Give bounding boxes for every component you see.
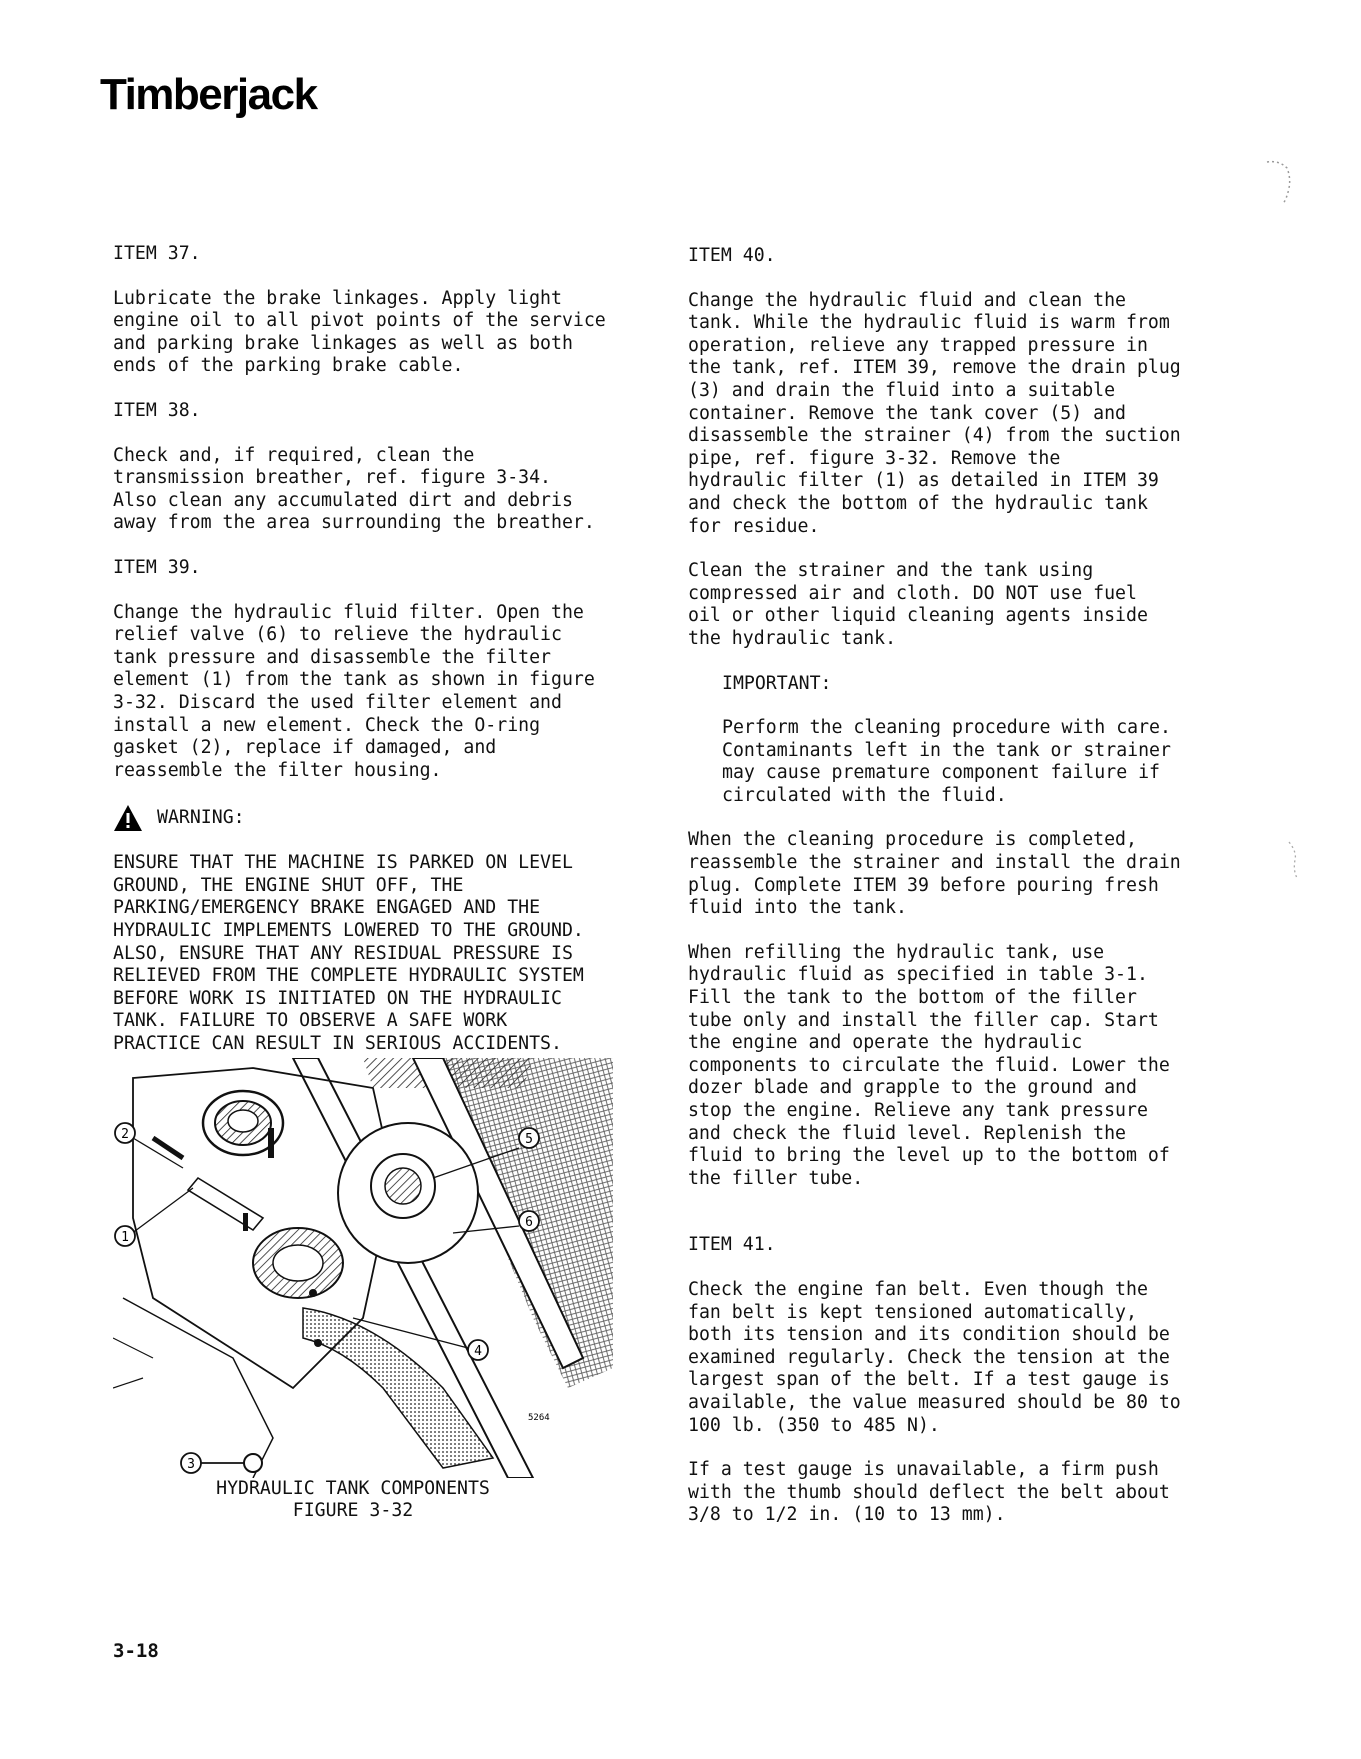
item-38-heading: ITEM 38. [113,399,201,421]
item-41-heading: ITEM 41. [688,1234,776,1256]
important-text: Perform the cleaning procedure with care. Contaminants left in the tank or strainer may cause premature component failure if circulated with the fluid. [722,717,1171,806]
hydraulic-tank-figure [113,1058,613,1478]
important-label: IMPORTANT: [722,672,832,694]
item-40-text: Change the hydraulic fluid and clean the tank. While the hydraulic fluid is warm from operation, relieve any trapped pressure in the tank, ref. ITEM 39, remove the drain plug (3) and drain the fluid into a suitable container. Remove the tank cover (5) and disassemble the strainer (4) from the suction pipe, ref. figure 3-32. Remove the hydraulic filter (1) as detailed in ITEM 39 and check the bottom of the hydraulic tank for residue. [688,289,1181,537]
svg-text:1: 1 [121,1229,129,1245]
item-39-heading: ITEM 39. [113,556,201,578]
item-41-gauge-text: If a test gauge is unavailable, a firm push with the thumb should deflect the belt about 3/8 to 1/2 in. (10 to 13 mm). [688,1459,1170,1526]
item-40-refill-text: When refilling the hydraulic tank, use hydraulic fluid as specified in table 3-1. Fill the tank to the bottom of the filler tube only and install the filler cap. Start the engine and operate the hydraulic components to circulate the fluid. Lower the dozer blade and grapple to the ground and stop the engine. Relieve any tank pressure and check the fluid level. Replenish the fluid to bring the level up to the bottom of the filler tube. [688,941,1170,1189]
item-40-heading: ITEM 40. [688,245,776,266]
item-38-text: Check and, if required, clean the transmission breather, ref. figure 3-34. Also clean any accumulated dirt and debris away from the area surrounding the breather. [113,444,595,534]
callout-6 [519,1211,539,1231]
page-number: 3-18 [113,1640,159,1662]
svg-text:5: 5 [525,1131,533,1147]
figure-code: 5264 [528,1412,550,1423]
item-40-reassemble-text: When the cleaning procedure is completed, reassemble the strainer and install the drain plug. Complete ITEM 39 before pouring fresh fluid into the tank. [688,829,1181,919]
item-40-clean-text: Clean the strainer and the tank using compressed air and cloth. DO NOT use fuel oil or other liquid cleaning agents inside the hydraulic tank. [688,560,1148,649]
callout-4 [468,1340,488,1360]
item-39-text: Change the hydraulic fluid filter. Open the relief valve (6) to relieve the hydraulic tank pressure and disassemble the filter element (1) from the tank as shown in figure 3-32. Discard the used filter element and install a new element. Check the O-ring gasket (2), replace if damaged, and reassemble the filter housing. [113,601,595,781]
item-37-text: Lubricate the brake linkages. Apply light engine oil to all pivot points of the service and parking brake linkages as well as both ends of the parking brake cable. [113,287,606,377]
brand-logo: Timberjack [100,70,317,119]
figure-caption-number: FIGURE 3-32 [292,1500,414,1522]
hydraulic-tank-drawing [113,1058,613,1478]
item-41-text: Check the engine fan belt. Even though the fan belt is kept tensioned automatically, both its tension and its condition should be examined regularly. Check the tension at the largest span of the belt. If a test gauge is available, the value measured should be 80 to 100 lb. (350 to 485 N). [688,1278,1181,1436]
warning-heading [113,804,633,832]
figure-caption [113,1478,593,1523]
callout-1 [115,1226,135,1246]
warning-label: WARNING: [157,806,245,828]
svg-text:3: 3 [187,1456,195,1472]
svg-text:6: 6 [525,1214,533,1230]
left-column [113,243,633,1523]
scan-mark-top [1265,158,1295,208]
figure-caption-title: HYDRAULIC TANK COMPONENTS [216,1477,490,1499]
item-37-heading: ITEM 37. [113,243,201,264]
svg-text:2: 2 [121,1126,129,1142]
right-column [688,245,1208,1549]
svg-text:4: 4 [474,1343,482,1359]
scan-mark-mid [1285,840,1305,880]
callout-3 [181,1453,201,1473]
callout-5 [519,1128,539,1148]
warning-icon [113,804,143,832]
callout-2 [115,1123,135,1143]
warning-text: ENSURE THAT THE MACHINE IS PARKED ON LEVEL GROUND, THE ENGINE SHUT OFF, THE PARKING/EMERGENCY BRAKE ENGAGED AND THE HYDRAULIC IMPLEMENTS LOWERED TO THE GROUND. ALSO, ENSURE THAT ANY RESIDUAL PRESSURE IS RELIEVED FROM THE COMPLETE HYDRAULIC SYSTEM BEFORE WORK IS INITIATED ON THE HYDRAULIC TANK. FAILURE TO OBSERVE A SAFE WORK PRACTICE CAN RESULT IN SERIOUS ACCIDENTS. [113,852,584,1055]
